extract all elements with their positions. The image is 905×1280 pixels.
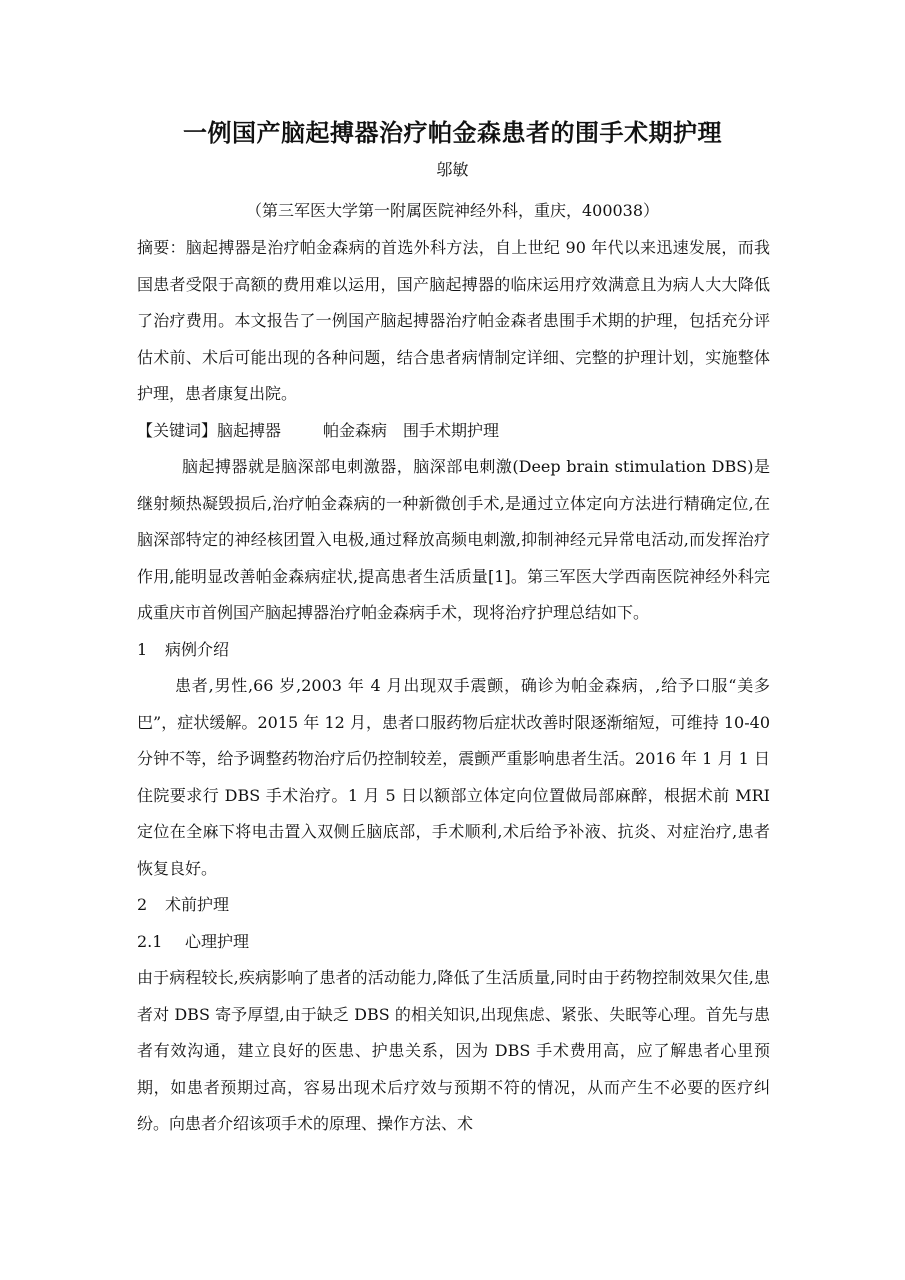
author-name: 邬敏: [436, 160, 469, 179]
abstract-paragraph: 摘要：脑起搏器是治疗帕金森病的首选外科方法，自上世纪 90 年代以来迅速发展，而我国患者受限于高额的费用难以运用，国产脑起搏器的临床运用疗效满意且为病人大大降低了治疗费用。本文报告了一例国产脑起搏器治疗帕金森者患围手术期的护理，包括充分评估术前、术后可能出现的各种问题，结合患者病情制定详细、完整的护理计划，实施整体护理，患者康复出院。: [137, 238, 770, 403]
paper-body: [137, 230, 770, 1143]
author-affiliation: （第三军医大学第一附属医院神经外科，重庆，400038）: [245, 201, 660, 220]
paper-title: 一例国产脑起搏器治疗帕金森患者的围手术期护理: [183, 118, 722, 147]
keywords-line: [137, 413, 770, 450]
section-heading: [137, 887, 770, 924]
section-title: 病例介绍: [165, 639, 230, 659]
psych-care-paragraph: 由于病程较长,疾病影响了患者的活动能力,降低了生活质量,同时由于药物控制效果欠佳,患者对 DBS 寄予厚望,由于缺乏 DBS 的相关知识,出现焦虑、紧张、失眠等心理。首先与患者有效沟通，建立良好的医患、护患关系，因为 DBS 手术费用高，应了解患者心里预期，如患者预期过高，容易出现术后疗效与预期不符的情况，从而产生不必要的医疗纠纷。向患者介绍该项手术的原理、操作方法、术: [137, 968, 770, 1133]
subsection-title: 心理护理: [185, 931, 250, 951]
keyword-item: 脑起搏器: [217, 420, 282, 440]
case-paragraph: 患者,男性,66 岁,2003 年 4 月出现双手震颤，确诊为帕金森病，,给予口服“美多巴”，症状缓解。2015 年 12 月，患者口服药物后症状改善时限逐渐缩短，可维持 10-40 分钟不等，给予调整药物治疗后仍控制较差，震颤严重影响患者生活。2016 年 1 月 1 日住院要求行 DBS 手术治疗。1 月 5 日以额部立体定向位置做局部麻醉，根据术前 MRI 定位在全麻下将电击置入双侧丘脑底部，手术顺利,术后给予补液、抗炎、对症治疗,患者恢复良好。: [137, 676, 770, 878]
intro-paragraph: 脑起搏器就是脑深部电刺激器，脑深部电刺激(Deep brain stimulation DBS)是继射频热凝毁损后,治疗帕金森病的一种新微创手术,是通过立体定向方法进行精确定位,在脑深部特定的神经核团置入电极,通过释放高频电刺激,抑制神经元异常电活动,而发挥治疗作用,能明显改善帕金森病症状,提高患者生活质量[1]。第三军医大学西南医院神经外科完成重庆市首例国产脑起搏器治疗帕金森病手术，现将治疗护理总结如下。: [137, 457, 770, 622]
keywords-label: 【关键词】: [137, 420, 218, 440]
keyword-item: 帕金森病: [323, 420, 388, 440]
subsection-heading: [137, 924, 770, 961]
subsection-number: 2.1: [137, 931, 163, 951]
section-heading: [137, 632, 770, 669]
section-number: 2: [137, 895, 148, 914]
section-number: 1: [137, 639, 148, 659]
keyword-item: 围手术期护理: [403, 420, 500, 440]
section-title: 术前护理: [165, 895, 230, 914]
